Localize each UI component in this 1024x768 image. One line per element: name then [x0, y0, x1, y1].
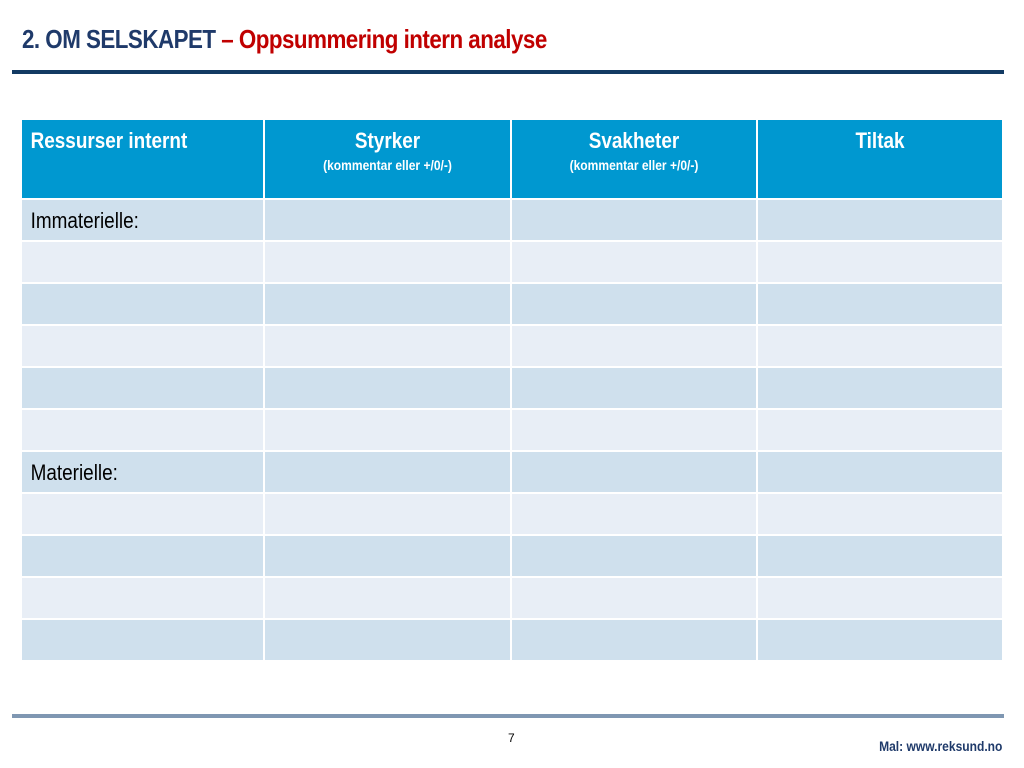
table-row — [21, 535, 1003, 577]
row-label — [22, 368, 229, 376]
table-row — [21, 325, 1003, 367]
title-section: 2. OM SELSKAPET — [22, 24, 222, 54]
row-label — [22, 242, 229, 250]
footer-divider — [12, 714, 1004, 718]
row-label — [22, 410, 229, 418]
header-cell-actions — [757, 119, 1003, 199]
strengths-cell[interactable] — [264, 283, 511, 325]
row-label — [22, 620, 229, 628]
strengths-cell[interactable] — [264, 241, 511, 283]
row-label: Materielle: — [30, 460, 118, 485]
actions-cell[interactable] — [757, 199, 1003, 241]
row-label — [22, 494, 229, 502]
actions-cell[interactable] — [757, 409, 1003, 451]
header-cell-strengths — [264, 119, 511, 199]
table-row — [21, 577, 1003, 619]
weaknesses-cell[interactable] — [511, 577, 757, 619]
weaknesses-cell[interactable] — [511, 199, 757, 241]
table-row — [21, 367, 1003, 409]
weaknesses-cell[interactable] — [511, 451, 757, 493]
strengths-cell[interactable] — [264, 325, 511, 367]
table-row — [21, 241, 1003, 283]
weaknesses-cell[interactable] — [511, 367, 757, 409]
resource-cell[interactable] — [21, 199, 264, 241]
table-header-row — [21, 119, 1003, 199]
resource-cell[interactable] — [21, 451, 264, 493]
resource-cell[interactable] — [21, 325, 264, 367]
footer-template-link: Mal: www.reksund.no — [878, 738, 1002, 754]
strengths-cell[interactable] — [264, 619, 511, 661]
weaknesses-cell[interactable] — [511, 241, 757, 283]
header-label: Ressurser internt — [30, 128, 188, 153]
header-cell-resources — [21, 119, 264, 199]
table-row — [21, 493, 1003, 535]
actions-cell[interactable] — [757, 493, 1003, 535]
header-cell-weaknesses — [511, 119, 757, 199]
resource-analysis-table — [20, 118, 1004, 662]
resource-cell[interactable] — [21, 367, 264, 409]
strengths-cell[interactable] — [264, 577, 511, 619]
title-subject: – Oppsummering intern analyse — [221, 24, 547, 54]
resource-cell[interactable] — [21, 577, 264, 619]
title-divider — [12, 70, 1004, 74]
resource-cell[interactable] — [21, 535, 264, 577]
table-row — [21, 409, 1003, 451]
strengths-cell[interactable] — [264, 451, 511, 493]
table-row — [21, 451, 1003, 493]
weaknesses-cell[interactable] — [511, 325, 757, 367]
actions-cell[interactable] — [757, 577, 1003, 619]
weaknesses-cell[interactable] — [511, 535, 757, 577]
table-row — [21, 199, 1003, 241]
row-label — [22, 536, 229, 544]
header-sublabel: (kommentar eller +/0/-) — [323, 157, 452, 173]
weaknesses-cell[interactable] — [511, 283, 757, 325]
strengths-cell[interactable] — [264, 367, 511, 409]
row-label — [22, 578, 229, 586]
actions-cell[interactable] — [757, 535, 1003, 577]
header-label: Svakheter — [588, 128, 680, 153]
resource-cell[interactable] — [21, 619, 264, 661]
weaknesses-cell[interactable] — [511, 619, 757, 661]
header-label: Tiltak — [855, 128, 905, 153]
table-body — [21, 199, 1003, 661]
slide-title — [22, 24, 547, 54]
page-number: 7 — [508, 731, 515, 745]
table-row — [21, 283, 1003, 325]
row-label: Immaterielle: — [30, 208, 139, 233]
strengths-cell[interactable] — [264, 535, 511, 577]
resource-cell[interactable] — [21, 283, 264, 325]
weaknesses-cell[interactable] — [511, 493, 757, 535]
table-row — [21, 619, 1003, 661]
header-sublabel: (kommentar eller +/0/-) — [569, 157, 699, 173]
actions-cell[interactable] — [757, 619, 1003, 661]
row-label — [22, 326, 229, 334]
resource-cell[interactable] — [21, 241, 264, 283]
header-label: Styrker — [354, 128, 421, 153]
actions-cell[interactable] — [757, 241, 1003, 283]
strengths-cell[interactable] — [264, 199, 511, 241]
actions-cell[interactable] — [757, 325, 1003, 367]
actions-cell[interactable] — [757, 451, 1003, 493]
actions-cell[interactable] — [757, 283, 1003, 325]
resource-cell[interactable] — [21, 493, 264, 535]
row-label — [22, 284, 229, 292]
weaknesses-cell[interactable] — [511, 409, 757, 451]
strengths-cell[interactable] — [264, 409, 511, 451]
resource-cell[interactable] — [21, 409, 264, 451]
actions-cell[interactable] — [757, 367, 1003, 409]
strengths-cell[interactable] — [264, 493, 511, 535]
